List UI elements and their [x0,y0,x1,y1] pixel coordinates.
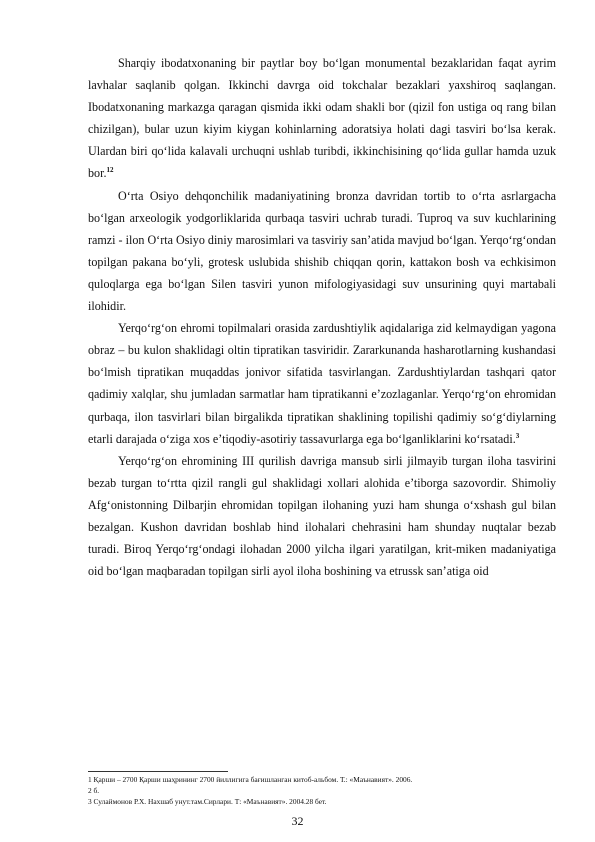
footnote-ref-12[interactable]: 12 [106,166,114,175]
footnote-ref-3[interactable]: 3 [515,431,520,440]
paragraph-3-text: Yerqo‘rg‘on ehromi topilmalari orasida zardushtiylik aqidalariga zid kelmaydigan yagona obraz – bu kulon shaklidagi oltin tipratikan tasviridir. Zararkunanda hasharotlarning kushandasi bo‘lmish tipratikan muqaddas jonivor sifatida tasvirlangan. Zardushtiylardan tashqari qator qadimiy xalqlar, shu jumladan sarmatlar ham tipratikanni e’zozlaganlar. Yerqo‘rg‘on ehromidan qurbaqa, ilon tasvirlari bilan birgalikda tipratikan shaklining topilishi qadimiy so‘g‘diylarning etarli darajada o‘ziga xos e’tiqodiy-asotiriy tassavurlarga ega bo‘lganliklarini ko‘rsatadi. [88,321,556,446]
paragraph-2-text: O‘rta Osiyo dehqonchilik madaniyatining bronza davridan tortib to o‘rta asrlargacha bo‘lgan arxeologik yodgorliklarida qurbaqa tasviri uchrab turadi. Tuproq va suv kuchlarining ramzi - ilon O‘rta Osiyo diniy marosimlari va tasviriy san’atida mavjud bo‘lgan. Yerqo‘rg‘ondan topilgan pakana bo‘yli, grotesk uslubida shishib chiqqan qorin, kattakon bosh va echkisimon quloqlarga ega bo‘lgan Silen tasviri yunon mifologiyasidagi suv unsurining quyi martabali ilohidir. [88,188,556,314]
footnote-1: 1 Қарши – 2700 Қарши шаҳрининг 2700 йиллигига бағишланган китоб-альбом. Т.: «Маънавият». 2006. [88,775,413,784]
body-text [88,52,556,582]
page-number: 32 [291,814,304,828]
paragraph-4-text: Yerqo‘rg‘on ehromining III qurilish davriga mansub sirli jilmayib turgan iloha tasvirini bezab turgan to‘rtta qizil rangli gul shaklidagi xollari alohida e’tiborga sazovordir. Shimoliy Afg‘onistonning Dilbarjin ehromidan topilgan ilohaning yuzi ham shunga o‘xshash gul bilan bezalgan. Kushon davridan boshlab hind ilohalari chehrasini ham shunday nuqtalar bezab turadi. Biroq Yerqo‘rg‘ondagi ilohadan 2000 yilcha ilgari yaratilgan, krit-miken madaniyatiga oid bo‘lgan maqbaradan topilgan sirli ayol iloha boshining va etrussk san’atiga oid [88,453,556,579]
paragraph-1 [88,52,556,185]
footnote-separator [88,771,228,772]
paragraph-4 [88,450,556,583]
footnote-3: 3 Сулаймонов Р.Х. Нахшаб унут.там.Сирлари. Т: «Маънавият». 2004.28 бет. [88,797,327,806]
paragraph-2 [88,185,556,318]
footnotes [88,774,556,807]
paragraph-3 [88,317,556,450]
paragraph-1-text: Sharqiy ibodatxonaning bir paytlar boy bo‘lgan monumental bezaklaridan faqat ayrim lavhalar saqlanib qolgan. Ikkinchi davrga oid tokchalar bezaklari yaxshiroq saqlangan. Ibodatxonaning markazga qaragan qismida ikki odam shakli bor (qizil fon ustiga oq rang bilan chizilgan), bular uzun kiyim kiygan kohinlarning adoratsiya holati dagi tasviri bo‘lsa kerak. Ulardan biri qo‘lida kalavali urchuqni ushlab turibdi, ikkinchisining qo‘lida gullar hamda uzuk bor. [88,56,556,181]
footnote-2: 2 б. [88,786,100,795]
